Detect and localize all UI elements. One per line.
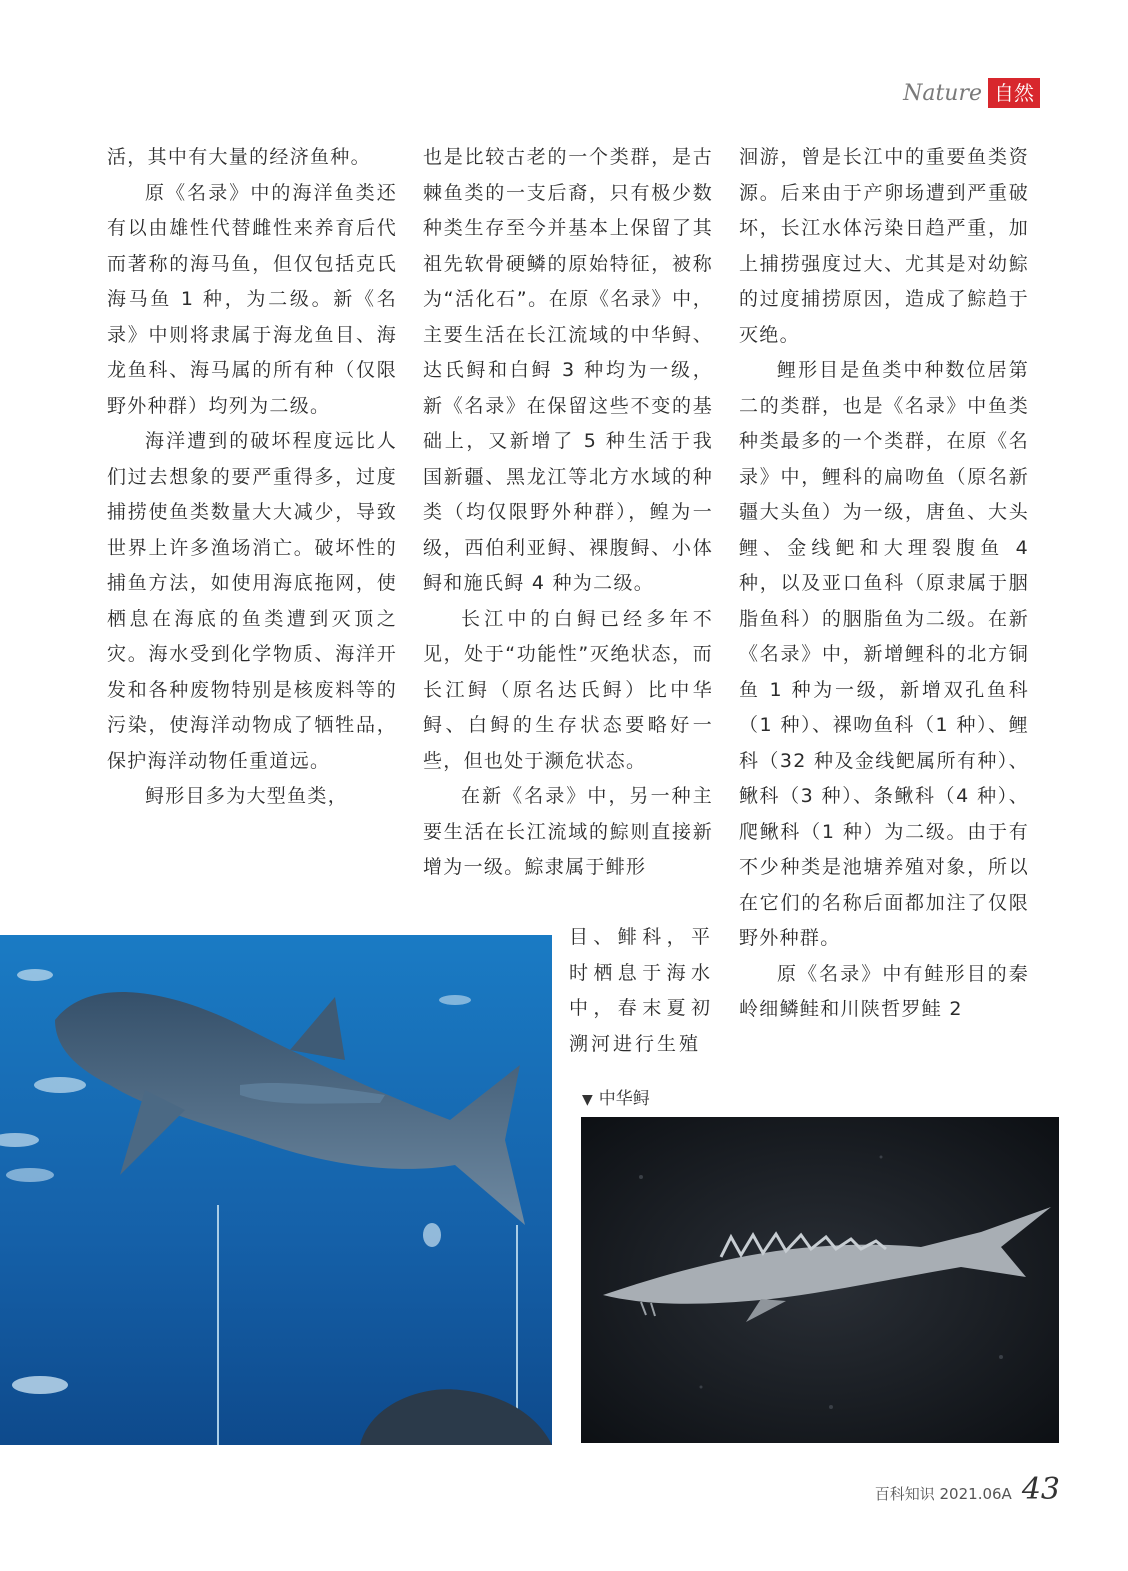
paragraph: 长江中的白鲟已经多年不见，处于“功能性”灭绝状态，而长江鲟（原名达氏鲟）比中华鲟、白鲟的生存状态要略好一些，但也处于濒危状态。 <box>423 607 713 772</box>
caption-text: 中华鲟 <box>598 1089 650 1109</box>
text-column-1 <box>107 140 397 815</box>
photo-caption <box>582 1084 650 1109</box>
page-number: 43 <box>1021 1472 1060 1507</box>
text-column-3 <box>739 140 1029 1028</box>
paragraph: 海洋遭到的破坏程度远比人们过去想象的要严重得多，过度捕捞使鱼类数量大大减少，导致世界上许多渔场消亡。破坏性的捕鱼方法，如使用海底拖网，使栖息在海底的鱼类遭到灭顶之灾。海水受到化学物质、海洋开发和各种废物特别是核废料等的污染，使海洋动物成了牺牲品，保护海洋动物任重道远。 <box>107 430 397 772</box>
section-label-en: Nature <box>903 80 982 106</box>
paragraph: 活，其中有大量的经济鱼种。 <box>107 146 371 168</box>
paragraph: 也是比较古老的一个类群，是古棘鱼类的一支后裔，只有极少数种类生存至今并基本上保留了其祖先软骨硬鳞的原始特征，被称为“活化石”。在原《名录》中，主要生活在长江流域的中华鲟、达氏鲟和白鲟 3 种均为一级，新《名录》在保留这些不变的基础上，又新增了 5 种生活于我国新疆、黑龙江等北方水域的种类（均仅限野外种群），鳇为一级，西伯利亚鲟、裸腹鲟、小体鲟和施氏鲟 4 种为二级。 <box>423 146 713 594</box>
triangle-marker-icon: ▼ <box>582 1092 593 1108</box>
paragraph: 鲟形目多为大型鱼类， <box>145 785 349 807</box>
magazine-issue: 百科知识 2021.06A <box>874 1485 1012 1503</box>
paragraph: 在新《名录》中，另一种主要生活在长江流域的鯮则直接新增为一级。鯮隶属于鲱形 <box>423 785 713 878</box>
section-label-cn: 自然 <box>988 78 1040 108</box>
paragraph: 原《名录》中的海洋鱼类还有以由雄性代替雌性来养育后代而著称的海马鱼，但仅包括克氏海马鱼 1 种，为二级。新《名录》中则将隶属于海龙鱼目、海龙鱼科、海马属的所有种（仅限野外种群）均列为二级。 <box>107 181 397 417</box>
paragraph: 原《名录》中有鲑形目的秦岭细鳞鲑和川陕哲罗鲑 2 <box>739 962 1029 1020</box>
whale-shark-photo <box>0 935 552 1445</box>
paragraph: 洄游，曾是长江中的重要鱼类资源。后来由于产卵场遭到严重破坏，长江水体污染日趋严重，加上捕捞强度过大、尤其是对幼鯮的过度捕捞原因，造成了鯮趋于灭绝。 <box>739 146 1029 346</box>
section-header <box>903 78 1040 108</box>
chinese-sturgeon-photo <box>581 1117 1059 1443</box>
text-column-2 <box>423 140 713 886</box>
page-footer <box>875 1472 1060 1507</box>
text-column-2-continuation: 目、鲱科，平时栖息于海水中，春末夏初溯河进行生殖 <box>569 926 713 1055</box>
paragraph: 鲤形目是鱼类中种数位居第二的类群，也是《名录》中鱼类种类最多的一个类群，在原《名录》中，鲤科的扁吻鱼（原名新疆大头鱼）为一级，唐鱼、大头鲤、金线鲃和大理裂腹鱼 4 种，以及亚口鱼科（原隶属于胭脂鱼科）的胭脂鱼为二级。在新《名录》中，新增鲤科的北方铜鱼 1 种为一级，新增双孔鱼科（1 种）、裸吻鱼科（1 种）、鲤科（32 种及金线鲃属所有种）、鳅科（3 种）、条鳅科（4 种）、爬鳅科（1 种）为二级。由于有不少种类是池塘养殖对象，所以在它们的名称后面都加注了仅限野外种群。 <box>739 359 1029 949</box>
